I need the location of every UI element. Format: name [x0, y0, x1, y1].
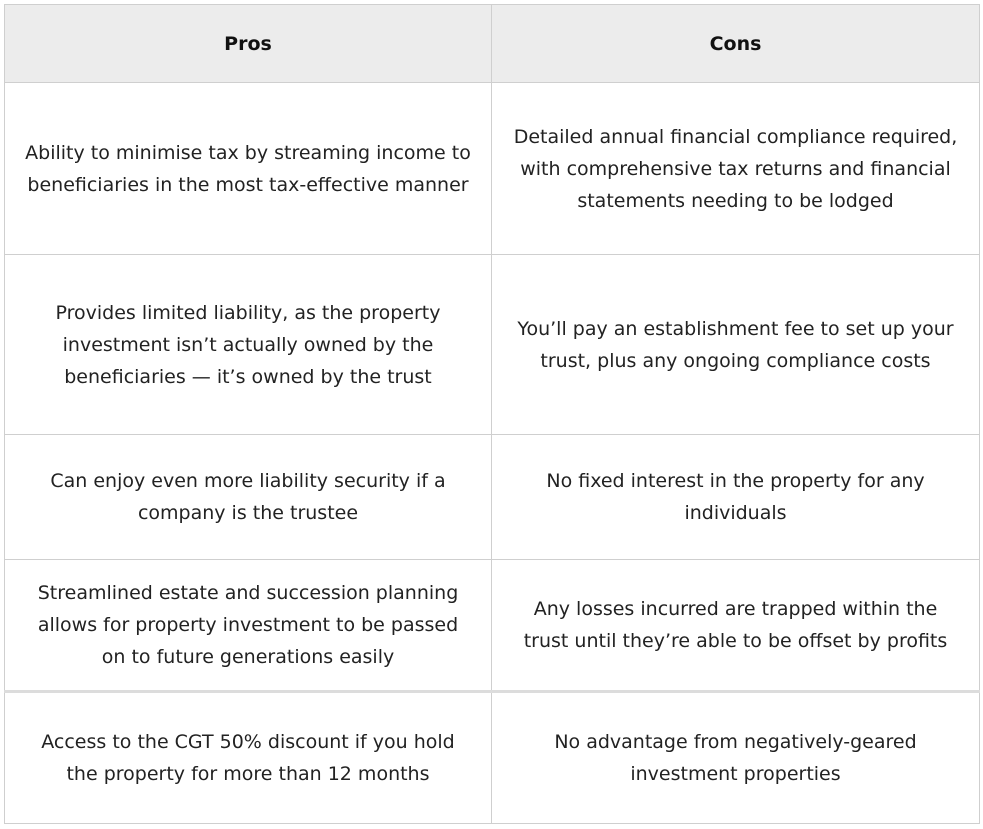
- pros-cons-table-container: [4, 4, 979, 824]
- header-pros: Pros: [5, 5, 492, 83]
- table-header-row: [5, 5, 980, 83]
- con-cell: No advantage from negatively-geared investment properties: [492, 692, 980, 824]
- pro-cell: Access to the CGT 50% discount if you hold the property for more than 12 months: [5, 692, 492, 824]
- con-cell: You’ll pay an establishment fee to set up your trust, plus any ongoing compliance costs: [492, 255, 980, 435]
- table-row: [5, 560, 980, 692]
- pro-cell: Streamlined estate and succession planning allows for property investment to be passed on to future generations easily: [5, 560, 492, 692]
- con-cell: Any losses incurred are trapped within the trust until they’re able to be offset by profits: [492, 560, 980, 692]
- pro-cell: Ability to minimise tax by streaming income to beneficiaries in the most tax-effective manner: [5, 83, 492, 255]
- table-row: [5, 255, 980, 435]
- con-cell: No fixed interest in the property for any individuals: [492, 435, 980, 560]
- table-row: [5, 435, 980, 560]
- pros-cons-table: [4, 4, 980, 824]
- table-row: [5, 83, 980, 255]
- header-cons: Cons: [492, 5, 980, 83]
- con-cell: Detailed annual financial compliance required, with comprehensive tax returns and financial statements needing to be lodged: [492, 83, 980, 255]
- pro-cell: Can enjoy even more liability security if a company is the trustee: [5, 435, 492, 560]
- pro-cell: Provides limited liability, as the property investment isn’t actually owned by the beneficiaries — it’s owned by the trust: [5, 255, 492, 435]
- table-row: [5, 692, 980, 824]
